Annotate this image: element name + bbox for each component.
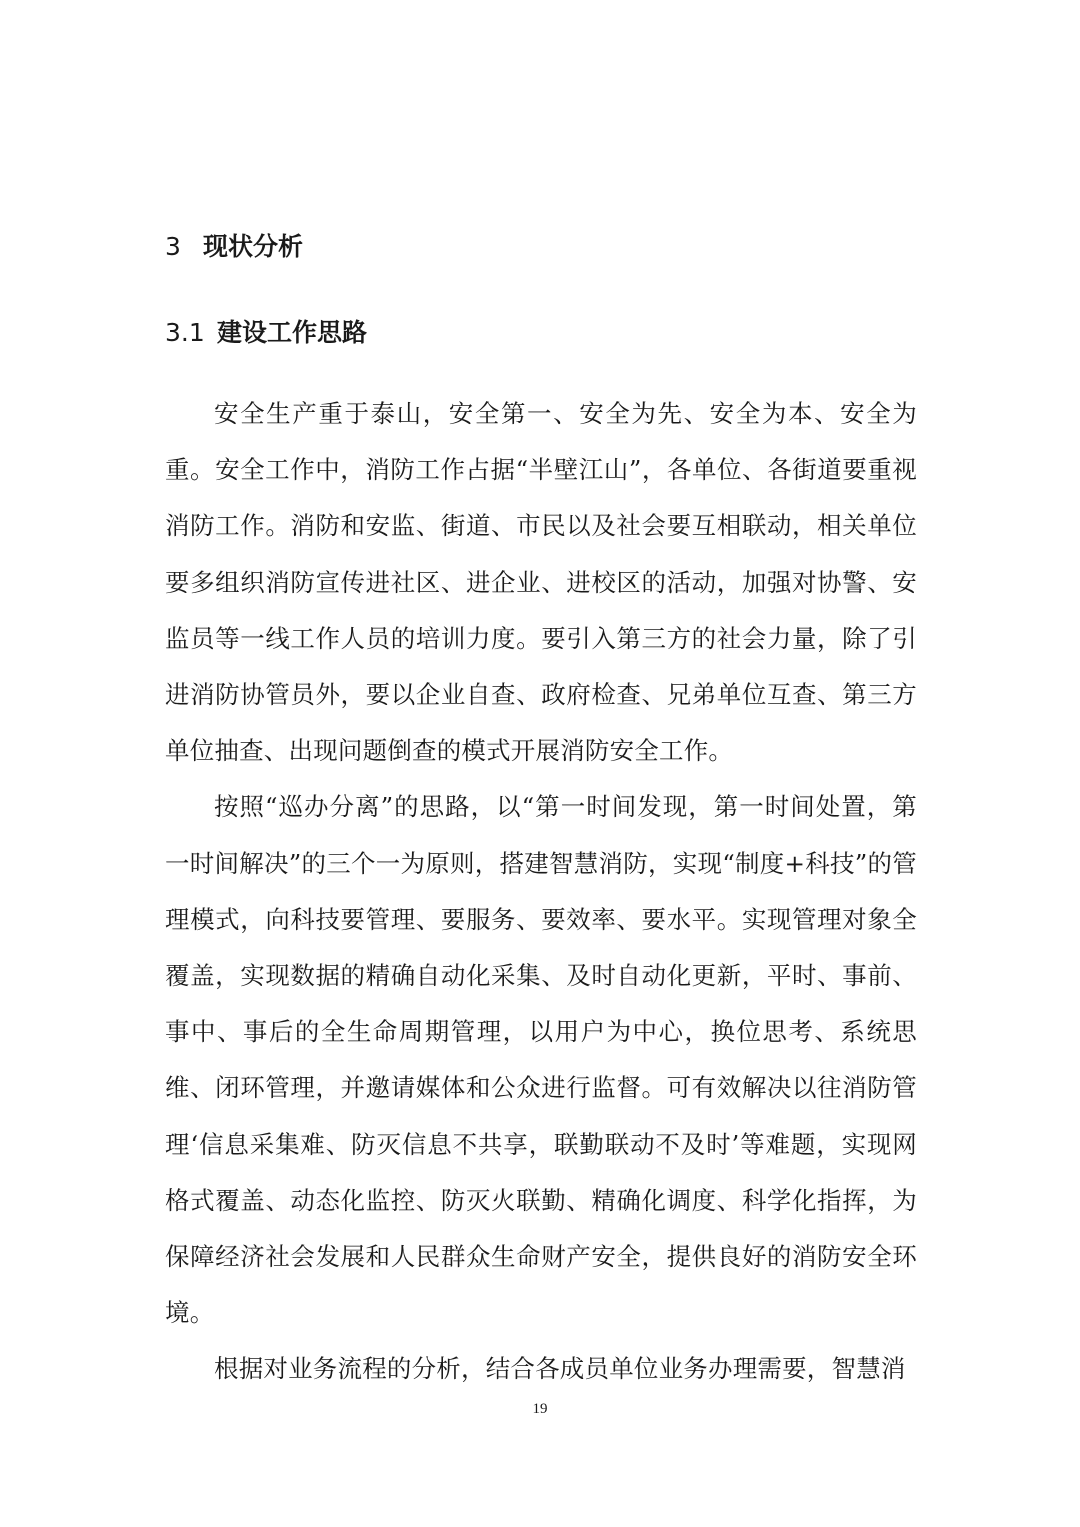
page-number: 19 xyxy=(532,1401,548,1417)
subsection-number: 3.1 xyxy=(165,318,205,347)
body-text xyxy=(165,386,917,1398)
section-number: 3 xyxy=(165,232,181,261)
paragraph-2: 按照“巡办分离”的思路，以“第一时间发现，第一时间处置，第一时间解决”的三个一为原则，搭建智慧消防，实现“制度+科技”的管理模式，向科技要管理、要服务、要效率、要水平。实现管理对象全覆盖，实现数据的精确自动化采集、及时自动化更新，平时、事前、事中、事后的全生命周期管理，以用户为中心，换位思考、系统思维、闭环管理，并邀请媒体和公众进行监督。可有效解决以往消防管理‘信息采集难、防灭信息不共享，联勤联动不及时’等难题，实现网格式覆盖、动态化监控、防灭火联勤、精确化调度、科学化指挥，为保障经济社会发展和人民群众生命财产安全，提供良好的消防安全环境。 xyxy=(165,792,917,1328)
subsection-title: 建设工作思路 xyxy=(217,318,368,347)
paragraph-1: 安全生产重于泰山，安全第一、安全为先、安全为本、安全为重。安全工作中，消防工作占据“半壁江山”，各单位、各街道要重视消防工作。消防和安监、街道、市民以及社会要互相联动，相关单位要多组织消防宣传进社区、进企业、进校区的活动，加强对协警、安监员等一线工作人员的培训力度。要引入第三方的社会力量，除了引进消防协管员外，要以企业自查、政府检查、兄弟单位互查、第三方单位抽查、出现问题倒查的模式开展消防安全工作。 xyxy=(165,399,917,766)
section-heading xyxy=(165,232,303,262)
subsection-heading xyxy=(165,318,367,348)
paragraph-3: 根据对业务流程的分析，结合各成员单位业务办理需要，智慧消 xyxy=(214,1354,906,1384)
section-title: 现状分析 xyxy=(203,232,304,261)
